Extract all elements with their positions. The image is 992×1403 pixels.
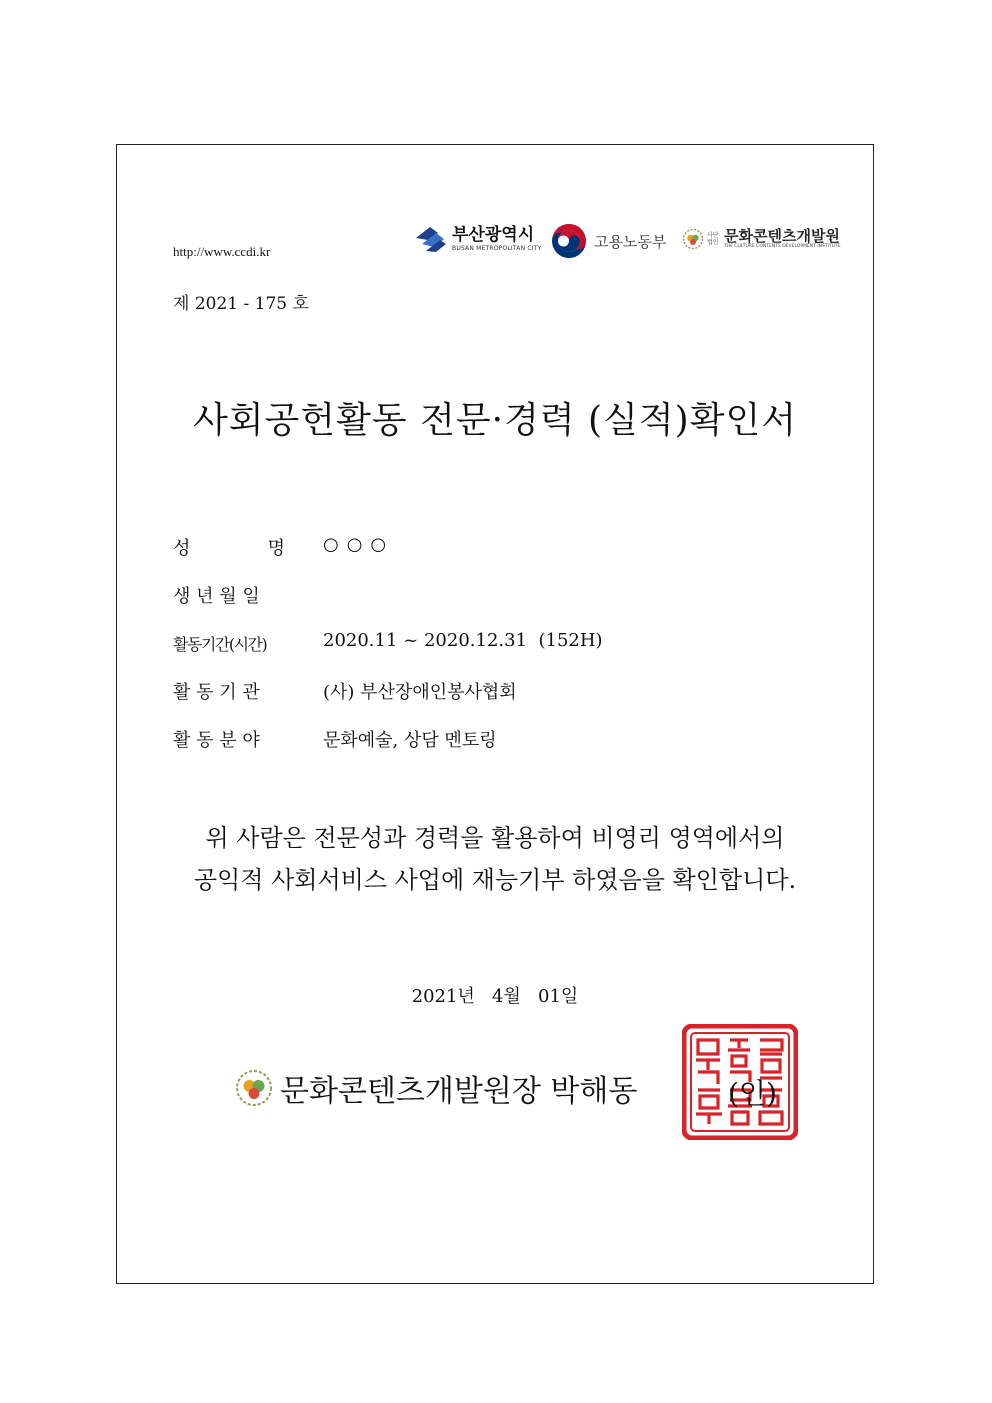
- moel-logo: [550, 222, 666, 260]
- document-title: 사회공헌활동 전문·경력 (실적)확인서: [192, 400, 798, 441]
- statement-line-1: 위 사람은 전문성과 경력을 활용하여 비영리 영역에서의: [205, 824, 785, 852]
- ccdi-name-en: THE CULTURE CONTENTS DEVELOPMENT INSTITUTE: [724, 243, 841, 249]
- field-label: 생 년 월 일: [173, 586, 260, 607]
- moel-name: 고용노동부: [594, 232, 667, 251]
- field-label: 성 명: [173, 538, 285, 559]
- statement-line-2: 공익적 사회서비스 사업에 재능기부 하였음을 확인합니다.: [193, 866, 797, 894]
- signatory-name: 문화콘텐츠개발원장 박해동: [280, 1074, 638, 1109]
- busan-logo: [414, 224, 542, 254]
- field-value: ○○○: [323, 534, 395, 555]
- ccdi-emblem-icon: [682, 228, 704, 250]
- taegeuk-icon: [550, 222, 588, 260]
- ccdi-emblem-icon: [234, 1068, 274, 1108]
- ccdi-prefix: 사단 법인: [707, 232, 719, 246]
- busan-name-en: BUSAN METROPOLITAN CITY: [452, 244, 542, 252]
- signature-block: [234, 1066, 637, 1110]
- field-label: 활동기간(시간): [173, 635, 267, 654]
- document-number: 제 2021 - 175 호: [173, 294, 309, 314]
- ccdi-name: 문화콘텐츠개발원: [724, 226, 840, 245]
- ccdi-logo: [682, 228, 841, 250]
- field-label: 활 동 기 관: [173, 682, 260, 703]
- seal-mark: (인): [728, 1077, 777, 1110]
- field-label: 활 동 분 야: [173, 730, 260, 751]
- logo-bar: [414, 222, 844, 266]
- website-url[interactable]: http://www.ccdi.kr: [173, 244, 271, 259]
- busan-emblem-icon: [414, 224, 448, 254]
- issue-date: 2021년 4월 01일: [411, 986, 579, 1007]
- field-value: 문화예술, 상담 멘토링: [323, 730, 497, 751]
- field-value: 2020.11 ~ 2020.12.31 (152H): [323, 630, 603, 651]
- field-value: (사) 부산장애인봉사협회: [323, 682, 517, 703]
- busan-name: 부산광역시: [452, 224, 535, 245]
